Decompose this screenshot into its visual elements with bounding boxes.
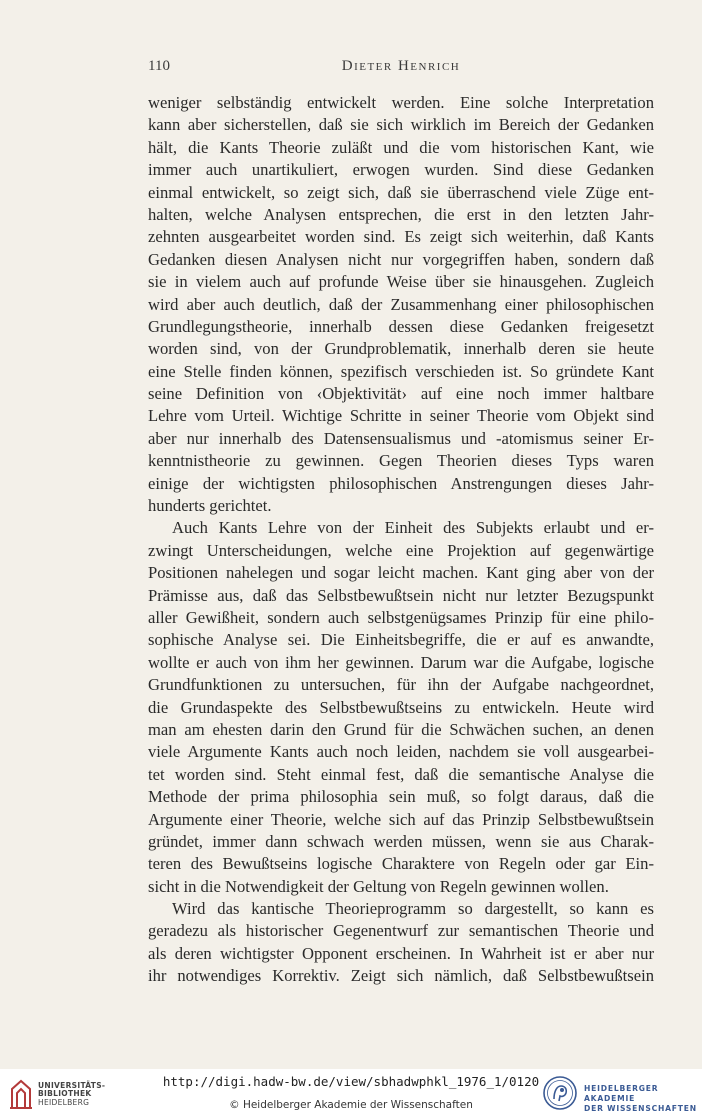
text-line: Lehre vom Urteil. Wichtige Schritte in seiner Theorie vom Objekt sind (148, 406, 654, 426)
text-line: teren des Bewußtseins logische Charaktere von Regeln oder gar Ein- (148, 854, 654, 874)
text-line: ihr notwendiges Korrektiv. Zeigt sich nämlich, daß Selbstbewußtsein (148, 966, 654, 986)
uni-name-line: BIBLIOTHEK (38, 1089, 92, 1099)
text-line: Positionen nahelegen und sogar leicht machen. Kant ging aber von der (148, 563, 654, 583)
text-line: Grundlegungstheorie, innerhalb dessen diese Gedanken freigesetzt (148, 316, 654, 336)
text-line: hunderts gerichtet. (148, 496, 272, 516)
text-line: worden sind, von der Grundproblematik, innerhalb deren sie heute (148, 339, 654, 359)
text-line: kenntnistheorie zu gewinnen. Gegen Theorien dieses Typs waren (148, 451, 654, 471)
text-line: Gedanken diesen Analysen nicht nur vorgegriffen haben, sondern daß (148, 249, 654, 269)
text-line: weniger selbständig entwickelt werden. Eine solche Interpretation (148, 93, 654, 112)
text-line: sicht in die Notwendigkeit der Geltung von Regeln gewinnen wollen. (148, 876, 609, 896)
academy-name[interactable] (584, 1084, 702, 1114)
text-line: sophische Analyse sei. Die Einheitsbegriffe, die er auf es anwandte, (148, 630, 654, 650)
page-number: 110 (148, 58, 170, 74)
academy-name-line: HEIDELBERGER AKADEMIE (584, 1084, 659, 1103)
text-line: als deren wichtigster Opponent erscheinen. In Wahrheit ist er aber nur (148, 943, 654, 963)
text-line: hält, die Kants Theorie zuläßt und die vom historischen Kant, wie (148, 137, 654, 157)
text-line: aller Gewißheit, sondern auch selbstgenügsames Prinzip für eine philo- (148, 607, 654, 627)
text-line: die Grundaspekte des Selbstbewußtseins zu entwickeln. Heute wird (148, 697, 654, 717)
uni-name-line: HEIDELBERG (38, 1097, 90, 1107)
text-line: Grundfunktionen zu untersuchen, für ihn der Aufgabe nachgeordnet, (148, 675, 654, 695)
text-line: geradezu als historischer Gegenentwurf zur semantischen Theorie und (148, 921, 654, 941)
text-line: Auch Kants Lehre von der Einheit des Subjekts erlaubt und er- (172, 518, 654, 538)
academy-name-line: DER WISSENSCHAFTEN (584, 1104, 697, 1113)
text-line: immer auch unartikuliert, erwogen wurden. Sind diese Gedanken (148, 160, 654, 180)
text-line: gründet, immer dann schwach werden müssen, wenn sie aus Charak- (148, 831, 654, 851)
text-line: Prämisse aus, daß das Selbstbewußtsein nicht nur letzter Bezugspunkt (148, 585, 654, 605)
text-line: viele Argumente Kants auch noch leiden, nachdem sie voll ausgearbei- (148, 742, 654, 762)
uni-name-line: UNIVERSITÄTS- (38, 1081, 106, 1090)
academy-seal-icon[interactable] (542, 1075, 578, 1111)
text-line: Wird das kantische Theorieprogramm so dargestellt, so kann es (172, 899, 654, 919)
text-line: aber nur innerhalb des Datensensualismus und -atomismus seiner Er- (148, 428, 654, 448)
text-line: Methode der prima philosophia sein muß, so folgt daraus, daß die (148, 787, 654, 807)
text-line: kann aber sicherstellen, daß sie sich wirklich im Bereich der Gedanken (148, 115, 654, 135)
text-line: einmal entwickelt, so zeigt sich, daß sie überraschend viele Züge ent- (148, 182, 654, 202)
permalink-url[interactable]: http://digi.hadw-bw.de/view/sbhadwphkl_1976_1/0120 (162, 1074, 540, 1089)
text-line: seine Definition von ‹Objektivität› auf eine noch immer haltbare (148, 384, 654, 404)
body-text (148, 92, 654, 988)
text-line: wollte er auch von ihm her gewinnen. Darum war die Aufgabe, logische (148, 652, 654, 672)
text-line: wird aber auch deutlich, daß der Zusammenhang einer philosophischen (148, 294, 654, 314)
text-line: Argumente einer Theorie, welche sich auf das Prinzip Selbstbewußtsein (148, 809, 654, 829)
text-line: tet worden sind. Steht einmal fest, daß die semantische Analyse die (148, 764, 654, 784)
text-line: zehnten ausgearbeitet worden sind. Es zeigt sich weiterhin, daß Kants (148, 227, 654, 247)
text-line: man am ehesten darin den Grund für die Schwächen suchen, an denen (148, 719, 654, 739)
text-line: eine Stelle finden können, spezifisch verschieden ist. So gründete Kant (148, 361, 654, 381)
running-header (148, 58, 654, 78)
text-line: halten, welche Analysen entsprechen, die erst in den letzten Jahr- (148, 204, 654, 224)
copyright-notice: © Heidelberger Akademie der Wissenschaften (229, 1099, 473, 1111)
text-line: sie in vielem auch auf profunde Weise über sie hinausgehen. Zugleich (148, 272, 654, 292)
running-head-author: Dieter Henrich (341, 58, 461, 74)
viewer-footer (0, 1069, 702, 1119)
text-line: zwingt Unterscheidungen, welche eine Projektion auf gegenwärtige (148, 540, 654, 560)
text-line: einige der wichtigsten philosophischen Anstrengungen dieses Jahr- (148, 473, 654, 493)
